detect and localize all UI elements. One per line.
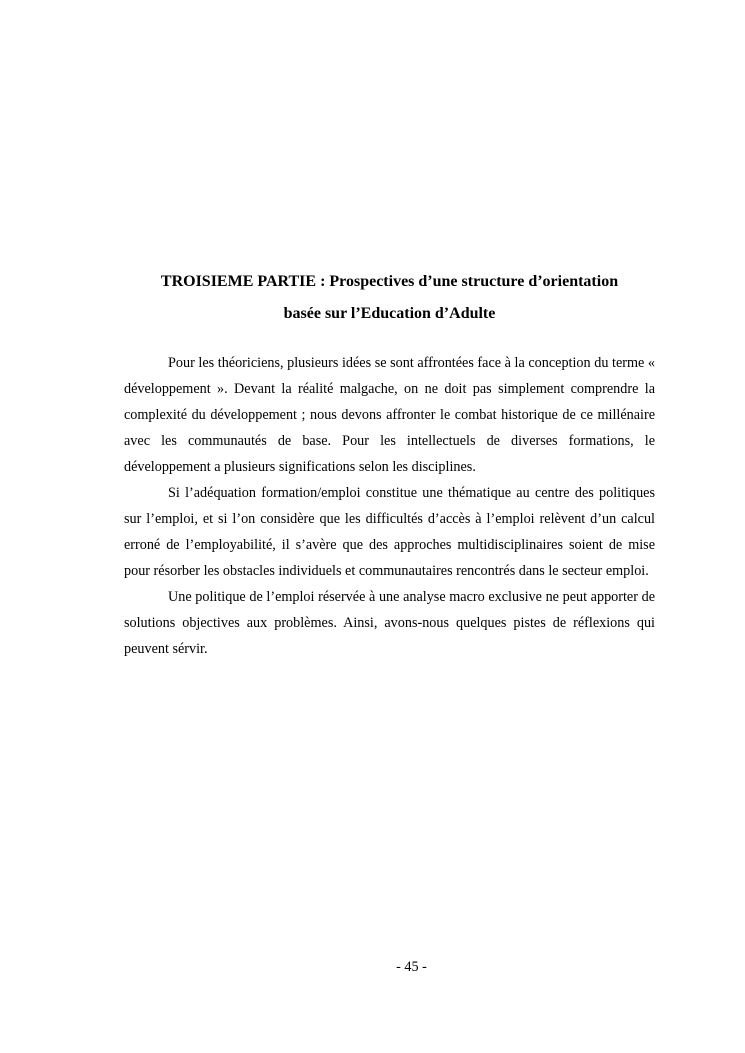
page-number: - 45 - bbox=[396, 959, 427, 975]
body-text bbox=[124, 350, 655, 662]
part-heading-line-2: basée sur l’Education d’Adulte bbox=[283, 305, 496, 322]
paragraph-2: Si l’adéquation formation/emploi constitue une thématique au centre des politiques sur l’emploi, et si l’on considère que les difficultés d’accès à l’emploi relèvent d’un calcul erroné de l’employabilité, il s’avère que des approches multidisciplinaires soient de mise pour résorber les obstacles individuels et communautaires rencontrés dans le secteur emploi. bbox=[124, 485, 655, 579]
part-heading-line-1: TROISIEME PARTIE : Prospectives d’une structure d’orientation bbox=[160, 273, 619, 290]
paragraph-3: Une politique de l’emploi réservée à une analyse macro exclusive ne peut apporter de solutions objectives aux problèmes. Ainsi, avons-nous quelques pistes de réflexions qui peuvent sérvir. bbox=[124, 589, 655, 657]
paragraph-1: Pour les théoriciens, plusieurs idées se sont affrontées face à la conception du terme « développement ». Devant la réalité malgache, on ne doit pas simplement comprendre la complexité du développement ; nous devons affronter le combat historique de ce millénaire avec les communautés de base. Pour les intellectuels de diverses formations, le développement a plusieurs significations selon les disciplines. bbox=[124, 355, 655, 475]
part-heading bbox=[124, 266, 655, 330]
